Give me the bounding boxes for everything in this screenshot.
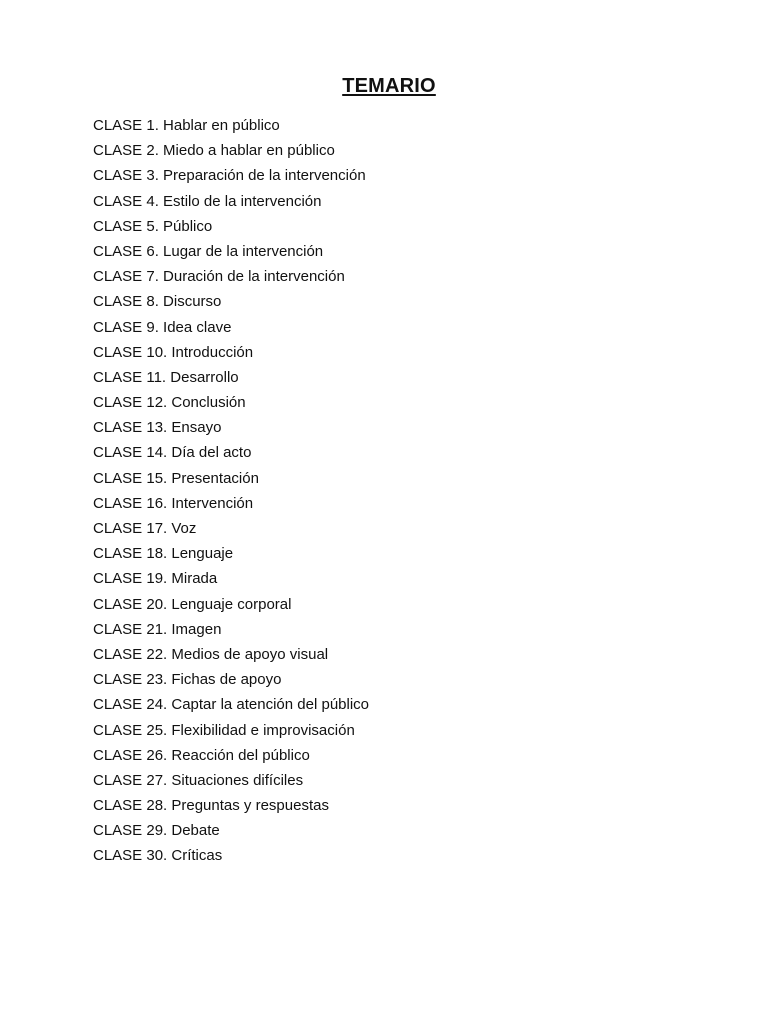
topic-item: CLASE 30. Críticas xyxy=(93,847,223,865)
topic-item: CLASE 28. Preguntas y respuestas xyxy=(93,797,329,815)
topic-item: CLASE 22. Medios de apoyo visual xyxy=(93,645,329,663)
topic-item: CLASE 13. Ensayo xyxy=(93,419,222,437)
topic-item: CLASE 25. Flexibilidad e improvisación xyxy=(93,721,355,739)
topic-item: CLASE 29. Debate xyxy=(93,822,220,840)
topic-item: CLASE 16. Intervención xyxy=(93,494,254,512)
topic-item: CLASE 27. Situaciones difíciles xyxy=(93,771,304,789)
page-title: TEMARIO xyxy=(342,75,436,97)
topic-item: CLASE 21. Imagen xyxy=(93,620,222,638)
topic-item: CLASE 6. Lugar de la intervención xyxy=(93,242,324,260)
topic-item: CLASE 9. Idea clave xyxy=(93,318,232,336)
topic-item: CLASE 15. Presentación xyxy=(93,469,259,487)
topic-item: CLASE 14. Día del acto xyxy=(93,444,252,462)
topic-item: CLASE 26. Reacción del público xyxy=(93,746,310,764)
topic-item: CLASE 11. Desarrollo xyxy=(93,368,239,386)
topic-item: CLASE 12. Conclusión xyxy=(93,394,246,412)
topic-item: CLASE 20. Lenguaje corporal xyxy=(93,595,292,613)
topic-item: CLASE 17. Voz xyxy=(93,520,197,537)
topic-list xyxy=(93,113,369,869)
topic-item: CLASE 5. Público xyxy=(93,217,213,235)
topic-item: CLASE 4. Estilo de la intervención xyxy=(93,192,322,210)
topic-item: CLASE 2. Miedo a hablar en público xyxy=(93,142,335,160)
topic-item: CLASE 24. Captar la atención del público xyxy=(93,696,370,714)
topic-item: CLASE 18. Lenguaje xyxy=(93,545,234,563)
topic-item: CLASE 8. Discurso xyxy=(93,293,222,311)
topic-item: CLASE 23. Fichas de apoyo xyxy=(93,671,282,689)
topic-item: CLASE 7. Duración de la intervención xyxy=(93,268,345,286)
topic-item: CLASE 3. Preparación de la intervención xyxy=(93,167,366,185)
topic-item: CLASE 19. Mirada xyxy=(93,570,218,588)
topic-item: CLASE 1. Hablar en público xyxy=(93,117,280,134)
topic-item: CLASE 10. Introducción xyxy=(93,343,254,361)
